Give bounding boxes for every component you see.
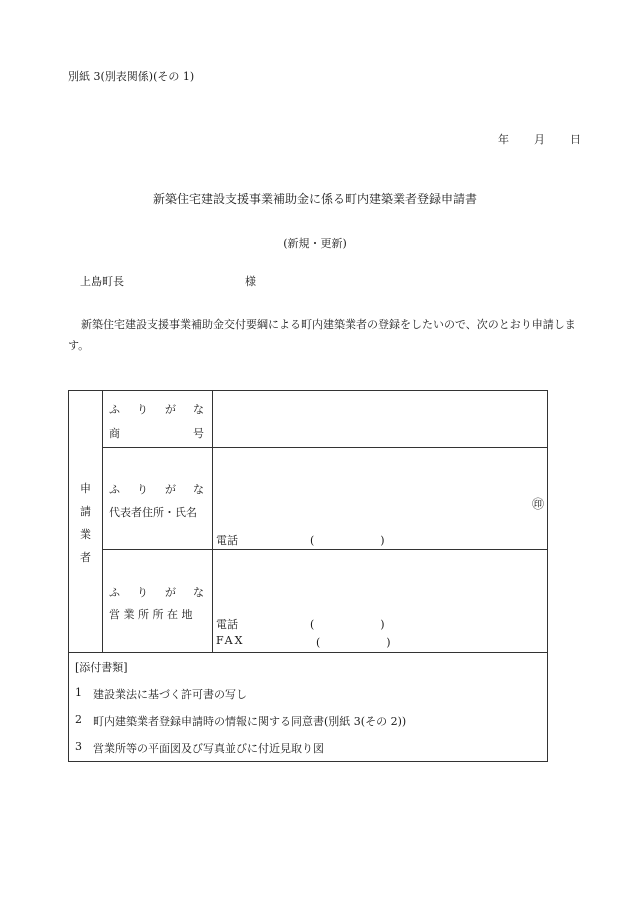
date-day-label: 日 [570, 133, 581, 146]
document-title: 新築住宅建設支援事業補助金に係る町内建築業者登録申請書 [152, 192, 477, 206]
attachment-item: 町内建築業者登録申請時の情報に関する同意書(別紙 3(その 2)) [93, 715, 407, 728]
attachment-item: 営業所等の平面図及び写真並びに付近見取り図 [93, 742, 324, 755]
date-year-label: 年 [498, 133, 509, 146]
phone-field[interactable]: ( ) [310, 534, 385, 547]
honorific: 様 [245, 275, 256, 288]
document-reference: 別紙 3(別表関係)(その 1) [68, 70, 195, 83]
attachment-number: 3 [75, 740, 82, 753]
trade-name-field[interactable] [217, 395, 543, 443]
date-month-label: 月 [534, 133, 545, 146]
business-office-field[interactable] [217, 553, 543, 647]
business-office-label: 営 業 所 所 在 地 [109, 608, 193, 621]
phone-field[interactable]: ( ) [310, 618, 385, 631]
attachments-heading: [添付書類] [75, 661, 128, 674]
representative-label: 代表者住所・氏名 [109, 506, 197, 519]
application-statement: 新築住宅建設支援事業補助金交付要綱による町内建築業者の登録をしたいので、次のとおり申請します。 [68, 318, 576, 352]
applicant-label-char: 業 [80, 528, 91, 541]
attachments-divider [69, 652, 548, 653]
row-divider [102, 549, 548, 550]
attachment-number: 2 [75, 713, 82, 726]
fax-field[interactable]: ( ) [316, 636, 391, 649]
applicant-label-char: 者 [80, 551, 91, 564]
application-form-table: 申 請 業 者 ふ り が な 商 号 ふ り が な 代表者住所・氏名 ㊞ 電話 ( ) ふ り が な 営 業 所 所 在 地 電話 ( ) FAX ( ) [添付書類] 1 建設業法に基づく許可書の写し 2 町内建築業者登録申請時の情報に関する同意書(別紙 3(その 2)) 3 営業所等の平面図及び写真並びに付近見取り図 [68, 390, 548, 762]
addressee: 上島町長 [80, 275, 124, 288]
document-subtitle: (新規・更新) [283, 237, 347, 250]
applicant-label-char: 請 [80, 505, 91, 518]
phone-label: 電話 [216, 534, 238, 547]
label-column-divider [102, 391, 103, 652]
field-column-divider [212, 391, 213, 652]
attachment-number: 1 [75, 686, 82, 699]
applicant-label-char: 申 [80, 482, 91, 495]
attachment-item: 建設業法に基づく許可書の写し [93, 688, 247, 701]
seal-mark: ㊞ [532, 497, 545, 511]
row-divider [102, 447, 548, 448]
phone-label: 電話 [216, 618, 238, 631]
representative-field[interactable] [217, 451, 543, 545]
applicant-label [69, 477, 102, 569]
fax-label: FAX [216, 634, 245, 647]
